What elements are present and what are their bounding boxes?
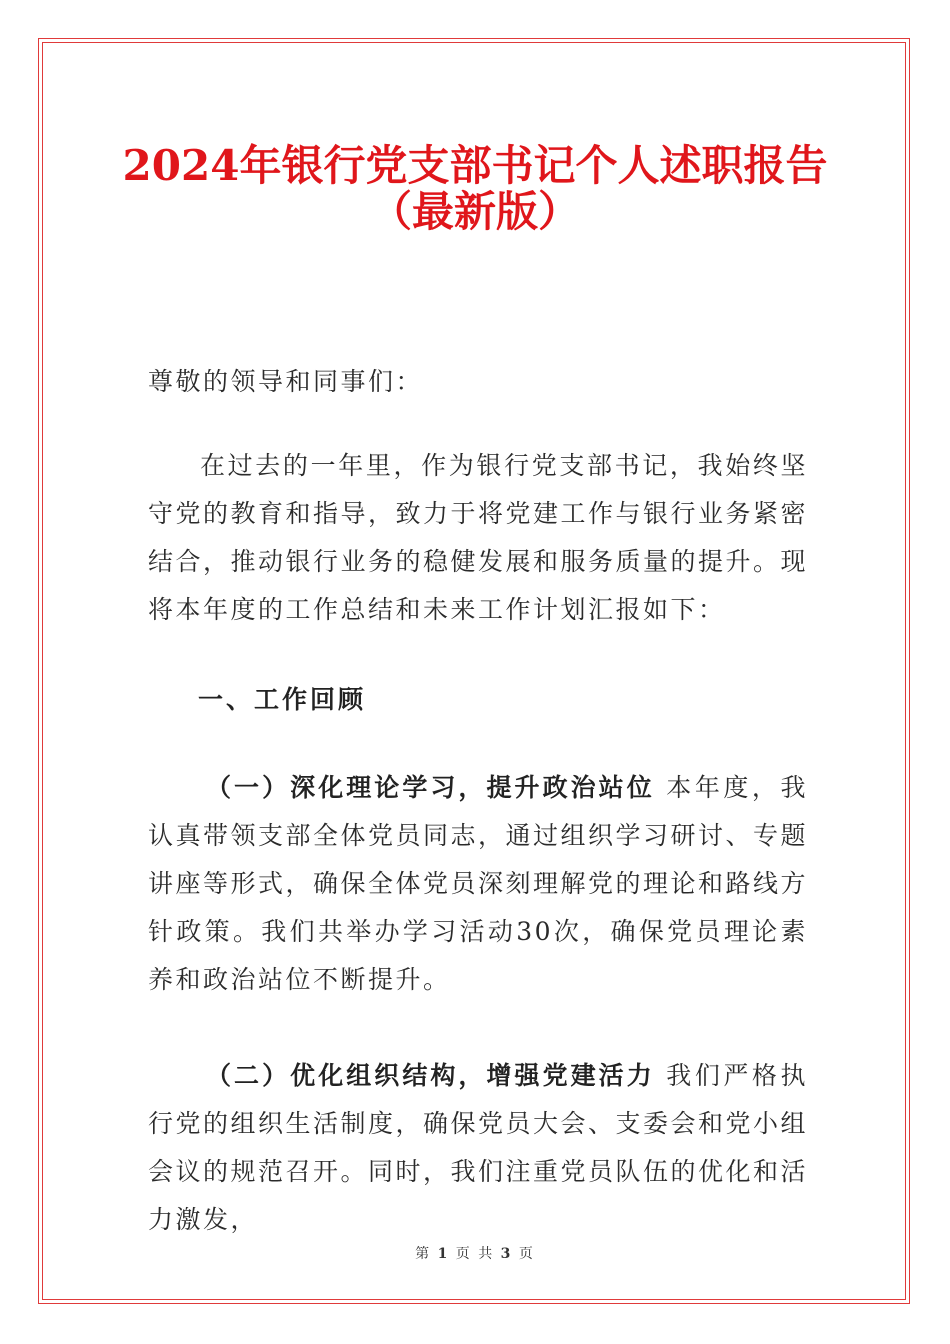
intro-paragraph: 在过去的一年里，作为银行党支部书记，我始终坚守党的教育和指导，致力于将党建工作与银行业务紧密结合，推动银行业务的稳健发展和服务质量的提升。现将本年度的工作总结和未来工作计划汇报如下： [148, 451, 809, 624]
subsection-1-heading: （一）深化理论学习，提升政治站位 [206, 773, 655, 802]
document-subtitle: （最新版） [369, 187, 580, 236]
subsection-2-body: 我们严格执行党的组织生活制度，确保党员大会、支委会和党小组会议的规范召开。同时，我们注重党员队伍的优化和活力激发， [148, 1061, 809, 1234]
footer-page-number: 1 [437, 1246, 450, 1262]
page-footer [0, 1243, 950, 1263]
greeting: 尊敬的领导和同事们： [148, 367, 424, 396]
footer-prefix: 第 [415, 1246, 432, 1262]
footer-suffix: 页 [518, 1246, 535, 1262]
subsection-2-paragraph [148, 1052, 808, 1244]
document-title: 2024年银行党支部书记个人述职报告 [122, 141, 828, 190]
subsection-2-heading: （二）优化组织结构，增强党建活力 [206, 1061, 655, 1090]
footer-total-pages: 3 [500, 1246, 513, 1262]
section-heading-work-review: 一、工作回顾 [198, 685, 367, 714]
footer-middle: 页 共 [455, 1246, 495, 1262]
subsection-1-body: 本年度，我认真带领支部全体党员同志，通过组织学习研讨、专题讲座等形式，确保全体党员深刻理解党的理论和路线方针政策。我们共举办学习活动30次，确保党员理论素养和政治站位不断提升。 [148, 773, 809, 994]
subsection-1-paragraph [148, 764, 808, 1004]
